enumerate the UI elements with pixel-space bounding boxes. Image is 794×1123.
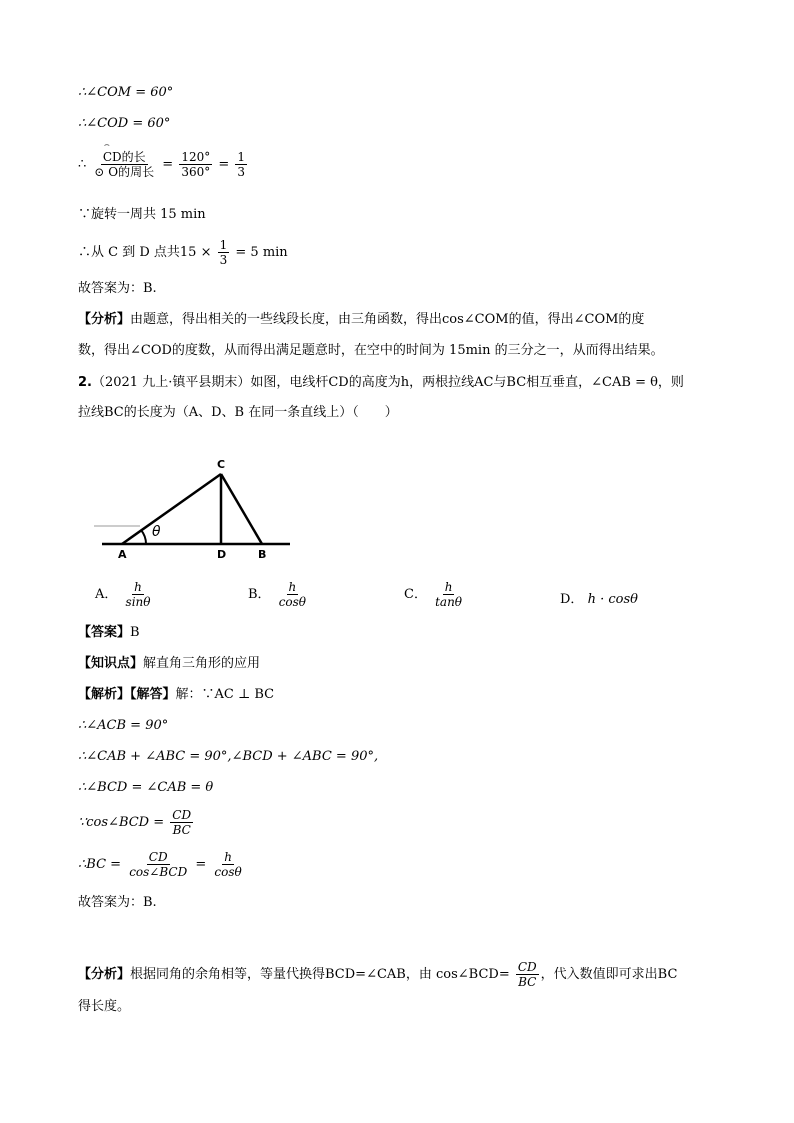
fraction-denominator: BC <box>172 823 191 837</box>
solution-step-2: ∴∠CAB + ∠ABC = 90°,∠BCD + ∠ABC = 90°, <box>78 749 379 764</box>
step-com-60: ∴∠COM = 60° <box>78 85 174 100</box>
answer-line-1: 故答案为：B. <box>78 281 157 296</box>
label-a: A <box>118 548 127 561</box>
equals-sign: = <box>195 857 207 872</box>
option-key: A． <box>95 587 118 602</box>
fraction-denominator: cosθ <box>214 865 242 879</box>
fraction-one-third-time <box>218 238 230 267</box>
fraction-cd-bc-analysis <box>516 960 539 989</box>
analysis-2-line-2: 得长度。 <box>78 999 131 1014</box>
fraction-denominator: 360° <box>181 165 211 179</box>
knowledge-value: 解直角三角形的应用 <box>143 656 261 671</box>
fraction-numerator: CD <box>517 960 537 974</box>
solution-step-4 <box>78 808 195 837</box>
fraction-numerator: h <box>444 580 453 594</box>
fraction-cd-cos <box>127 850 189 879</box>
answer-value: B <box>130 625 140 640</box>
option-key: D． <box>560 592 584 607</box>
option-a[interactable] <box>95 580 154 609</box>
analysis-text: 由题意，得出相关的一些线段长度，由三角函数，得出cos∠COM的值，得出∠COM的度 <box>130 312 645 327</box>
label-theta: θ <box>152 524 161 540</box>
fraction-denominator: tanθ <box>435 595 463 609</box>
knowledge-row <box>78 655 260 673</box>
solution-step-1: ∴∠ACB = 90° <box>78 718 169 733</box>
analysis-tag: 【分析】 <box>78 312 131 327</box>
fraction-denominator: 3 <box>219 253 228 267</box>
angle-arc <box>141 530 146 544</box>
bc-prefix: ∴BC = <box>78 857 122 872</box>
option-fraction <box>277 580 308 609</box>
time-suffix: = 5 min <box>235 245 288 260</box>
fraction-numerator: h <box>134 580 142 594</box>
step-cod-60: ∴∠COD = 60° <box>78 116 171 131</box>
option-key: B． <box>248 587 271 602</box>
fraction-numerator: 120° <box>181 150 211 164</box>
fraction-arc-circumference <box>92 150 156 179</box>
fraction-numerator: h <box>288 580 297 594</box>
equals-sign: = <box>162 157 174 172</box>
solution-step-3: ∴∠BCD = ∠CAB = θ <box>78 780 214 795</box>
line-cb <box>221 474 262 544</box>
fraction-numerator: 1 <box>219 238 228 252</box>
solution-first-step: 解：∵AC ⊥ BC <box>175 687 275 702</box>
fraction-numerator: CD <box>148 850 168 864</box>
analysis-2-line-1 <box>78 960 677 989</box>
analysis-1-line-2: 数，得出∠COD的度数，从而得出满足题意时，在空中的时间为 15min 的三分之一，从而得出结果。 <box>78 343 664 358</box>
circumference-text: ⊙ O的周长 <box>94 165 155 179</box>
fraction-cd-bc <box>170 808 193 837</box>
analysis-1-line-1 <box>78 311 644 329</box>
option-b[interactable] <box>248 580 310 609</box>
answer-tag: 【答案】 <box>78 625 131 640</box>
pole-diagram <box>90 450 310 565</box>
step-c-to-d-time <box>78 238 288 267</box>
fraction-numerator: h <box>224 850 232 864</box>
option-key: C． <box>404 587 427 602</box>
analysis-tag: 【分析】 <box>78 967 131 982</box>
question-text: （2021 九上·镇平县期末）如图，电线杆CD的高度为h，两根拉线AC与BC相互垂直，∠CAB = θ，则 <box>91 375 684 390</box>
question-2-line-2: 拉线BC的长度为（A、D、B 在同一条直线上）（ ） <box>78 405 398 420</box>
fraction-degrees <box>179 150 212 179</box>
option-fraction <box>433 580 464 609</box>
solution-row <box>78 686 274 704</box>
option-text: h · cosθ <box>587 592 638 607</box>
fraction-denominator: BC <box>518 975 537 989</box>
fraction-numerator: CD <box>172 808 192 822</box>
solution-tag: 【解析】【解答】 <box>78 687 176 702</box>
option-c[interactable] <box>404 580 466 609</box>
analysis-text-cont: ，代入数值即可求出BC <box>540 967 678 982</box>
answer-row <box>78 624 140 642</box>
question-2 <box>78 374 684 392</box>
time-prefix: ∴从 C 到 D 点共15 × <box>78 245 212 260</box>
fraction-h-cos <box>212 850 243 879</box>
cos-prefix: ∵cos∠BCD = <box>78 815 165 830</box>
fraction-denominator: cos∠BCD <box>129 865 188 879</box>
label-b: B <box>258 548 267 561</box>
analysis-text: 根据同角的余角相等，等量代换得BCD=∠CAB，由 cos∠BCD= <box>130 967 510 982</box>
knowledge-tag: 【知识点】 <box>78 656 144 671</box>
solution-step-5 <box>78 850 246 879</box>
arc-length-text: ⌢ CD的长 <box>101 150 148 165</box>
step-arc-ratio: ∴ ⌢ $\frac{\text{CD的长}}{\text{⊙ O的周长}}$ = $\frac{120^\circ}{360^\circ}$ = $\frac{1}{3}$ <box>78 150 249 179</box>
therefore-sign: ∴ <box>78 157 87 172</box>
option-fraction <box>124 580 153 609</box>
fraction-numerator: 1 <box>237 150 246 164</box>
label-c: C <box>217 458 226 471</box>
option-d[interactable] <box>560 588 638 607</box>
step-rotation-time: ∵旋转一周共 15 min <box>78 207 206 222</box>
answer-line-2: 故答案为：B. <box>78 895 157 910</box>
fraction-denominator: cosθ <box>278 595 307 609</box>
fraction-denominator: 3 <box>237 165 246 179</box>
line-ac <box>122 474 221 544</box>
question-number: 2. <box>78 375 92 390</box>
fraction-denominator: sinθ <box>125 595 151 609</box>
label-d: D <box>217 548 227 561</box>
fraction-one-third <box>235 150 247 179</box>
